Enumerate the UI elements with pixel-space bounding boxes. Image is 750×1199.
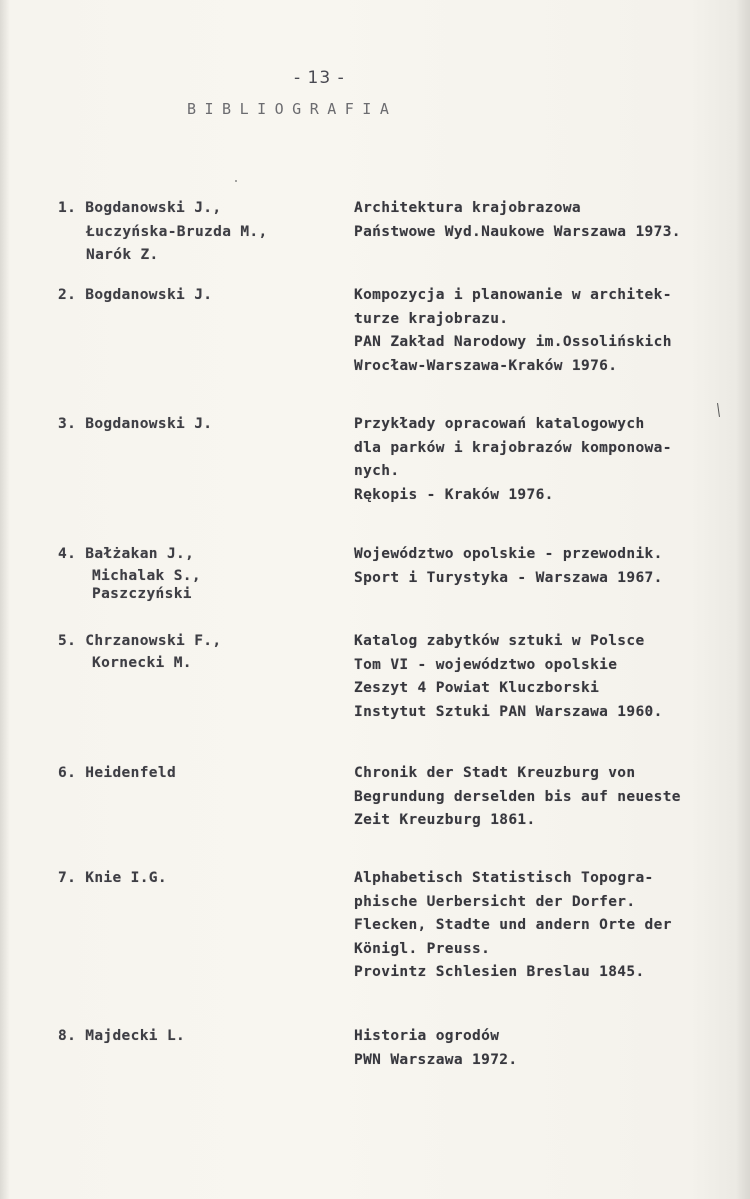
entry-author — [58, 413, 328, 437]
work-line: Wrocław-Warszawa-Kraków 1976. — [354, 357, 618, 374]
author-line: Łuczyńska-Bruzda M., — [86, 223, 268, 240]
author-line: 3. Bogdanowski J. — [58, 416, 213, 432]
author-line: Kornecki M. — [92, 654, 192, 671]
entry-author — [58, 762, 328, 786]
work-line: Województwo opolskie - przewodnik. — [354, 546, 663, 562]
work-line: PWN Warszawa 1972. — [354, 1051, 518, 1068]
author-line: 8. Majdecki L. — [58, 1028, 186, 1044]
work-line: dla parków i krajobrazów komponowa- — [354, 439, 672, 456]
page-right-edge — [736, 0, 750, 1199]
entry-work — [354, 762, 744, 833]
work-line: Flecken, Stadte und andern Orte der — [354, 917, 672, 933]
work-line: PAN Zakład Narodowy im.Ossolińskich — [354, 334, 672, 350]
work-line: turze krajobrazu. — [354, 310, 509, 327]
work-line: Instytut Sztuki PAN Warszawa 1960. — [354, 703, 663, 720]
work-line: Königl. Preuss. — [354, 940, 491, 957]
work-line: Historia ogrodów — [354, 1028, 500, 1044]
work-line: Architektura krajobrazowa — [354, 200, 581, 216]
entry-work — [354, 867, 744, 985]
paper-speck — [235, 180, 237, 182]
entry-work — [354, 630, 744, 724]
entry-author — [58, 197, 328, 268]
page-number: - 13 - — [294, 68, 345, 88]
entry-author — [58, 284, 328, 308]
work-line: Państwowe Wyd.Naukowe Warszawa 1973. — [354, 223, 681, 240]
work-line: Przykłady opracowań katalogowych — [354, 416, 645, 432]
work-line: Kompozycja i planowanie w architek- — [354, 287, 672, 303]
entry-work — [354, 284, 744, 378]
entry-author — [58, 867, 328, 891]
work-line: nych. — [354, 463, 400, 479]
author-line: 4. Bałżakan J., — [58, 546, 195, 562]
entry-author — [58, 543, 328, 603]
page-title: BIBLIOGRAFIA — [187, 100, 398, 118]
page-left-edge — [0, 0, 10, 1199]
work-line: Provintz Schlesien Breslau 1845. — [354, 964, 645, 980]
work-line: Tom VI - województwo opolskie — [354, 656, 618, 673]
work-line: Chronik der Stadt Kreuzburg von — [354, 765, 636, 781]
entry-author — [58, 1025, 328, 1049]
author-line: 7. Knie I.G. — [58, 870, 167, 886]
author-line: Paszczyński — [92, 585, 192, 602]
entry-work — [354, 1025, 744, 1072]
entry-work — [354, 197, 744, 244]
entry-work — [354, 413, 744, 507]
work-line: Rękopis - Kraków 1976. — [354, 486, 554, 503]
work-line: phische Uerbersicht der Dorfer. — [354, 893, 636, 910]
entry-work — [354, 543, 744, 590]
entry-author — [58, 630, 328, 672]
work-line: Zeit Kreuzburg 1861. — [354, 812, 536, 828]
work-line: Alphabetisch Statistisch Topogra- — [354, 870, 654, 886]
work-line: Katalog zabytków sztuki w Polsce — [354, 633, 645, 649]
author-line: 2. Bogdanowski J. — [58, 287, 213, 303]
author-line: 1. Bogdanowski J., — [58, 200, 222, 216]
work-line: Begrundung derselden bis auf neueste — [354, 788, 681, 805]
work-line: Sport i Turystyka - Warszawa 1967. — [354, 569, 663, 586]
author-line: Narók Z. — [86, 247, 159, 263]
author-line: Michalak S., — [92, 567, 201, 584]
author-line: 6. Heidenfeld — [58, 765, 177, 781]
work-line: Zeszyt 4 Powiat Kluczborski — [354, 680, 600, 696]
author-line: 5. Chrzanowski F., — [58, 633, 222, 649]
